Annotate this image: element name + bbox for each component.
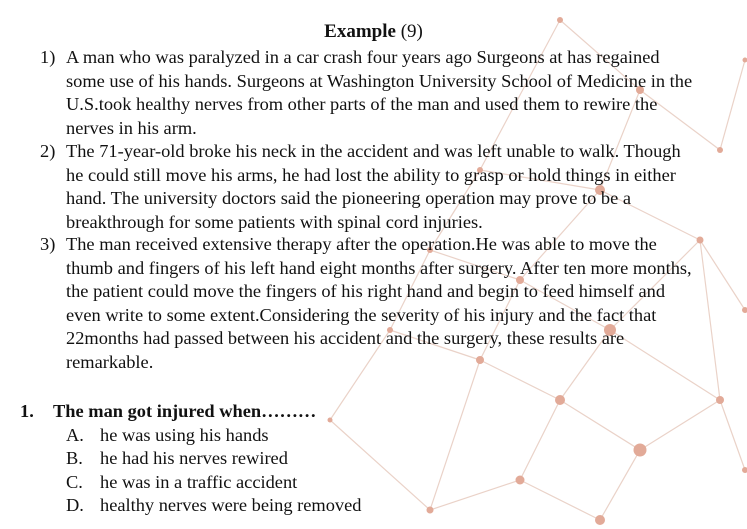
option-letter: B. (66, 448, 83, 469)
paragraph-number: 2) (40, 141, 56, 161)
option-letter: C. (66, 471, 83, 492)
option-b (66, 447, 361, 470)
option-text: he had his nerves rewired (100, 448, 288, 469)
option-c (66, 471, 361, 494)
paragraph-text: The 71-year-old broke his neck in the accident and was left unable to walk. Though he could still move his arms, he had lost the ability to grasp or hold things in either hand. The university doctors said the pioneering operation may prove to be a breakthrough for some patients with spinal cord injuries. (66, 141, 681, 232)
option-text: healthy nerves were being removed (100, 494, 362, 515)
paragraph-3 (40, 233, 700, 374)
paragraph-2 (40, 140, 700, 234)
paragraph-text: The man received extensive therapy after the operation.He was able to move the thumb and fingers of his left hand eight months after surgery. After ten more months, the patient could move the fingers of his right hand and begin to feed himself and even write to some extent.Considering the severity of his injury and the fact that 22months had passed between his accident and the surgery, these results are remarkable. (66, 234, 692, 372)
paragraph-number: 1) (40, 47, 56, 67)
page-title (0, 20, 747, 44)
question-text: The man got injured when……… (53, 401, 317, 421)
paragraph-text: A man who was paralyzed in a car crash four years ago Surgeons at has regained some use of his hands. Surgeons at Washington University School of Medicine in the U.S.took healthy nerves from other parts of the man and used them to rewire the nerves in his arm. (66, 47, 693, 138)
title-number: (9) (400, 21, 423, 42)
title-label: Example (324, 21, 396, 42)
question-1 (20, 400, 316, 424)
question-number: 1. (20, 401, 34, 421)
option-a (66, 424, 361, 447)
option-letter: A. (66, 425, 84, 445)
option-text: he was in a traffic accident (100, 471, 298, 492)
answer-options (66, 424, 361, 517)
option-text: he was using his hands (100, 425, 269, 445)
option-letter: D. (66, 494, 84, 515)
paragraph-number: 3) (40, 234, 56, 254)
paragraph-1 (40, 46, 700, 140)
option-d (66, 494, 361, 517)
